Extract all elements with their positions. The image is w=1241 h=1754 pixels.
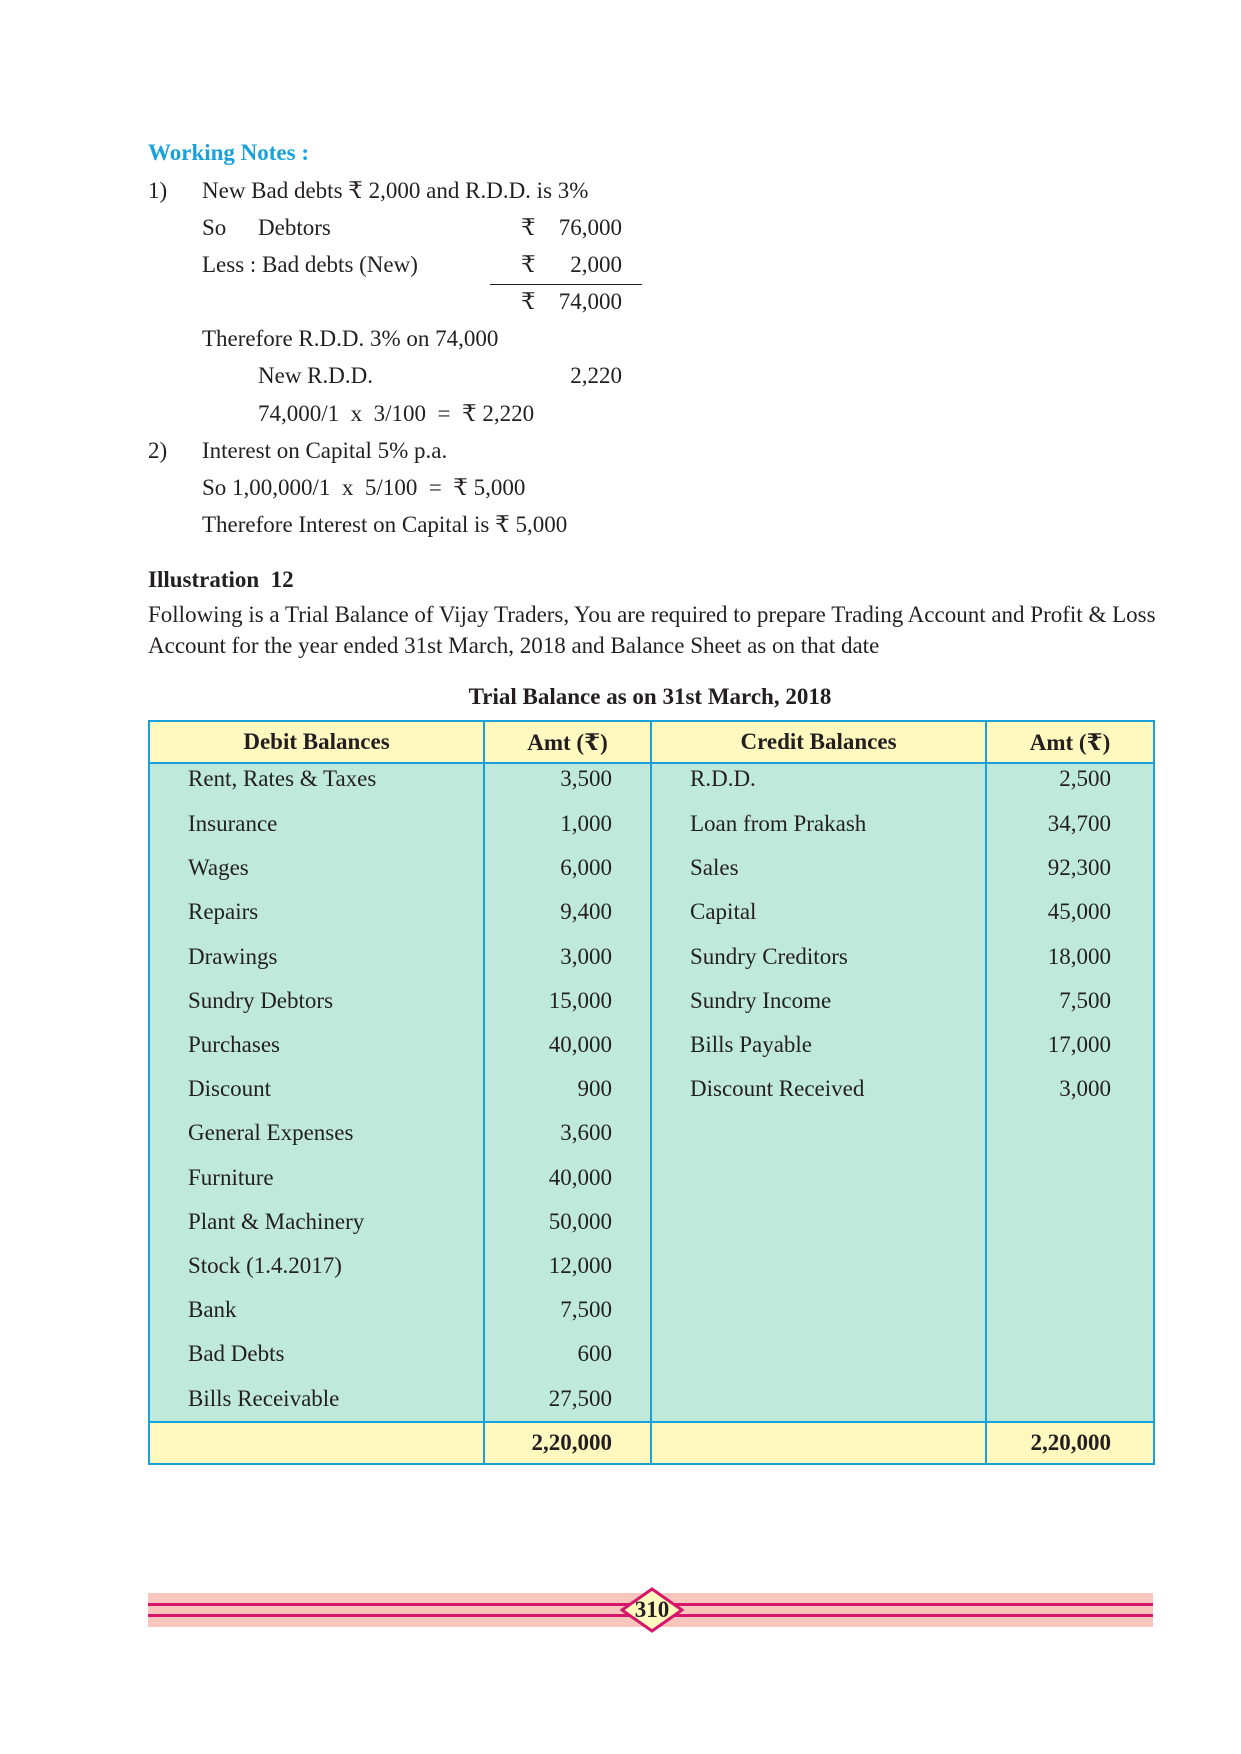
table-row xyxy=(149,1200,1154,1244)
trial-balance-title: Trial Balance as on 31st March, 2018 xyxy=(468,684,832,709)
debit-total: 2,20,000 xyxy=(484,1422,651,1464)
credit-amount: 18,000 xyxy=(986,935,1154,979)
credit-amount: 34,700 xyxy=(986,802,1154,846)
rupee-symbol: ₹ xyxy=(521,289,536,314)
debit-account-name: Purchases xyxy=(149,1023,484,1067)
table-row xyxy=(149,1288,1154,1332)
debit-account-name: Repairs xyxy=(149,890,484,934)
credit-account-name: Sales xyxy=(651,846,986,890)
debit-account-name: Bills Receivable xyxy=(149,1376,484,1421)
debit-amount: 3,500 xyxy=(484,763,651,802)
credit-amount xyxy=(986,1111,1154,1155)
note-1-title: New Bad debts ₹ 2,000 and R.D.D. is 3% xyxy=(202,178,589,203)
credit-amount: 7,500 xyxy=(986,979,1154,1023)
table-row xyxy=(149,935,1154,979)
totals-credit-label xyxy=(651,1422,986,1464)
debit-account-name: General Expenses xyxy=(149,1111,484,1155)
debit-amount: 3,600 xyxy=(484,1111,651,1155)
credit-account-name xyxy=(651,1200,986,1244)
interest-calculation: So 1,00,000/1 x 5/100 = ₹ 5,000 xyxy=(202,475,526,500)
credit-amount xyxy=(986,1200,1154,1244)
credit-amount xyxy=(986,1288,1154,1332)
note-2-number: 2) xyxy=(148,438,168,463)
credit-account-name: Capital xyxy=(651,890,986,934)
debit-account-name: Drawings xyxy=(149,935,484,979)
debit-amount: 3,000 xyxy=(484,935,651,979)
credit-account-name: Sundry Income xyxy=(651,979,986,1023)
totals-row xyxy=(149,1422,1154,1464)
page-number: 310 xyxy=(634,1597,670,1622)
debit-amount: 6,000 xyxy=(484,846,651,890)
debit-amount: 15,000 xyxy=(484,979,651,1023)
credit-account-name xyxy=(651,1332,986,1376)
note-1-number: 1) xyxy=(148,178,168,203)
debit-amount: 40,000 xyxy=(484,1023,651,1067)
debit-account-name: Furniture xyxy=(149,1156,484,1200)
credit-account-name: Loan from Prakash xyxy=(651,802,986,846)
debit-amount: 1,000 xyxy=(484,802,651,846)
debit-account-name: Rent, Rates & Taxes xyxy=(149,763,484,802)
totals-debit-label xyxy=(149,1422,484,1464)
therefore-rdd-text: Therefore R.D.D. 3% on 74,000 xyxy=(202,326,499,351)
table-row xyxy=(149,1332,1154,1376)
net-debtors-amount: 74,000 xyxy=(558,289,622,314)
illustration-title: Illustration 12 xyxy=(148,567,294,592)
credit-amount: 45,000 xyxy=(986,890,1154,934)
working-notes-heading: Working Notes : xyxy=(148,140,309,165)
table-header-row xyxy=(149,721,1154,763)
debit-amount: 40,000 xyxy=(484,1156,651,1200)
credit-account-name xyxy=(651,1111,986,1155)
debit-balances-header: Debit Balances xyxy=(149,721,484,763)
debit-amount: 12,000 xyxy=(484,1244,651,1288)
page-number-badge xyxy=(620,1587,684,1633)
rupee-symbol: ₹ xyxy=(521,215,536,240)
interest-result: Therefore Interest on Capital is ₹ 5,000 xyxy=(202,512,568,537)
credit-account-name xyxy=(651,1244,986,1288)
credit-amount: 3,000 xyxy=(986,1067,1154,1111)
so-label: So xyxy=(202,215,227,240)
table-row xyxy=(149,1111,1154,1155)
debit-account-name: Bad Debts xyxy=(149,1332,484,1376)
new-rdd-amount: 2,220 xyxy=(570,363,622,388)
table-row xyxy=(149,1376,1154,1421)
debit-account-name: Sundry Debtors xyxy=(149,979,484,1023)
credit-amount: 92,300 xyxy=(986,846,1154,890)
credit-amount: 17,000 xyxy=(986,1023,1154,1067)
credit-amount xyxy=(986,1376,1154,1421)
new-rdd-label: New R.D.D. xyxy=(258,363,373,388)
debit-account-name: Bank xyxy=(149,1288,484,1332)
rupee-symbol: ₹ xyxy=(521,252,536,277)
debtors-amount: 76,000 xyxy=(558,215,622,240)
credit-amount: 2,500 xyxy=(986,763,1154,802)
credit-account-name: R.D.D. xyxy=(651,763,986,802)
trial-balance-table xyxy=(148,720,1155,1465)
credit-account-name xyxy=(651,1288,986,1332)
less-bad-debts-amount: 2,000 xyxy=(570,252,622,277)
debit-amount: 900 xyxy=(484,1067,651,1111)
debit-amount-header: Amt (₹) xyxy=(484,721,651,763)
table-row xyxy=(149,1023,1154,1067)
credit-amount xyxy=(986,1332,1154,1376)
debit-account-name: Discount xyxy=(149,1067,484,1111)
table-row xyxy=(149,1244,1154,1288)
credit-account-name: Discount Received xyxy=(651,1067,986,1111)
note-2-title: Interest on Capital 5% p.a. xyxy=(202,438,448,463)
debit-account-name: Stock (1.4.2017) xyxy=(149,1244,484,1288)
credit-account-name xyxy=(651,1376,986,1421)
debit-account-name: Wages xyxy=(149,846,484,890)
debit-amount: 600 xyxy=(484,1332,651,1376)
credit-total: 2,20,000 xyxy=(986,1422,1154,1464)
credit-account-name: Sundry Creditors xyxy=(651,935,986,979)
debtors-label: Debtors xyxy=(258,215,331,240)
table-row xyxy=(149,802,1154,846)
table-row xyxy=(149,1067,1154,1111)
debit-amount: 27,500 xyxy=(484,1376,651,1421)
credit-account-name: Bills Payable xyxy=(651,1023,986,1067)
table-row xyxy=(149,846,1154,890)
table-row xyxy=(149,763,1154,802)
credit-amount xyxy=(986,1244,1154,1288)
debit-amount: 7,500 xyxy=(484,1288,651,1332)
table-row xyxy=(149,1156,1154,1200)
less-bad-debts-label: Less : Bad debts (New) xyxy=(202,252,418,277)
subtotal-rule xyxy=(490,284,642,285)
credit-amount-header: Amt (₹) xyxy=(986,721,1154,763)
rdd-calculation: 74,000/1 x 3/100 = ₹ 2,220 xyxy=(258,401,535,426)
debit-amount: 9,400 xyxy=(484,890,651,934)
table-row xyxy=(149,979,1154,1023)
credit-balances-header: Credit Balances xyxy=(651,721,986,763)
credit-account-name xyxy=(651,1156,986,1200)
credit-amount xyxy=(986,1156,1154,1200)
illustration-text: Following is a Trial Balance of Vijay Traders, You are required to prepare Trading Account and Profit & Loss Account for the year ended 31st March, 2018 and Balance Sheet as on that date xyxy=(148,602,1156,658)
debit-amount: 50,000 xyxy=(484,1200,651,1244)
table-row xyxy=(149,890,1154,934)
debit-account-name: Plant & Machinery xyxy=(149,1200,484,1244)
debit-account-name: Insurance xyxy=(149,802,484,846)
